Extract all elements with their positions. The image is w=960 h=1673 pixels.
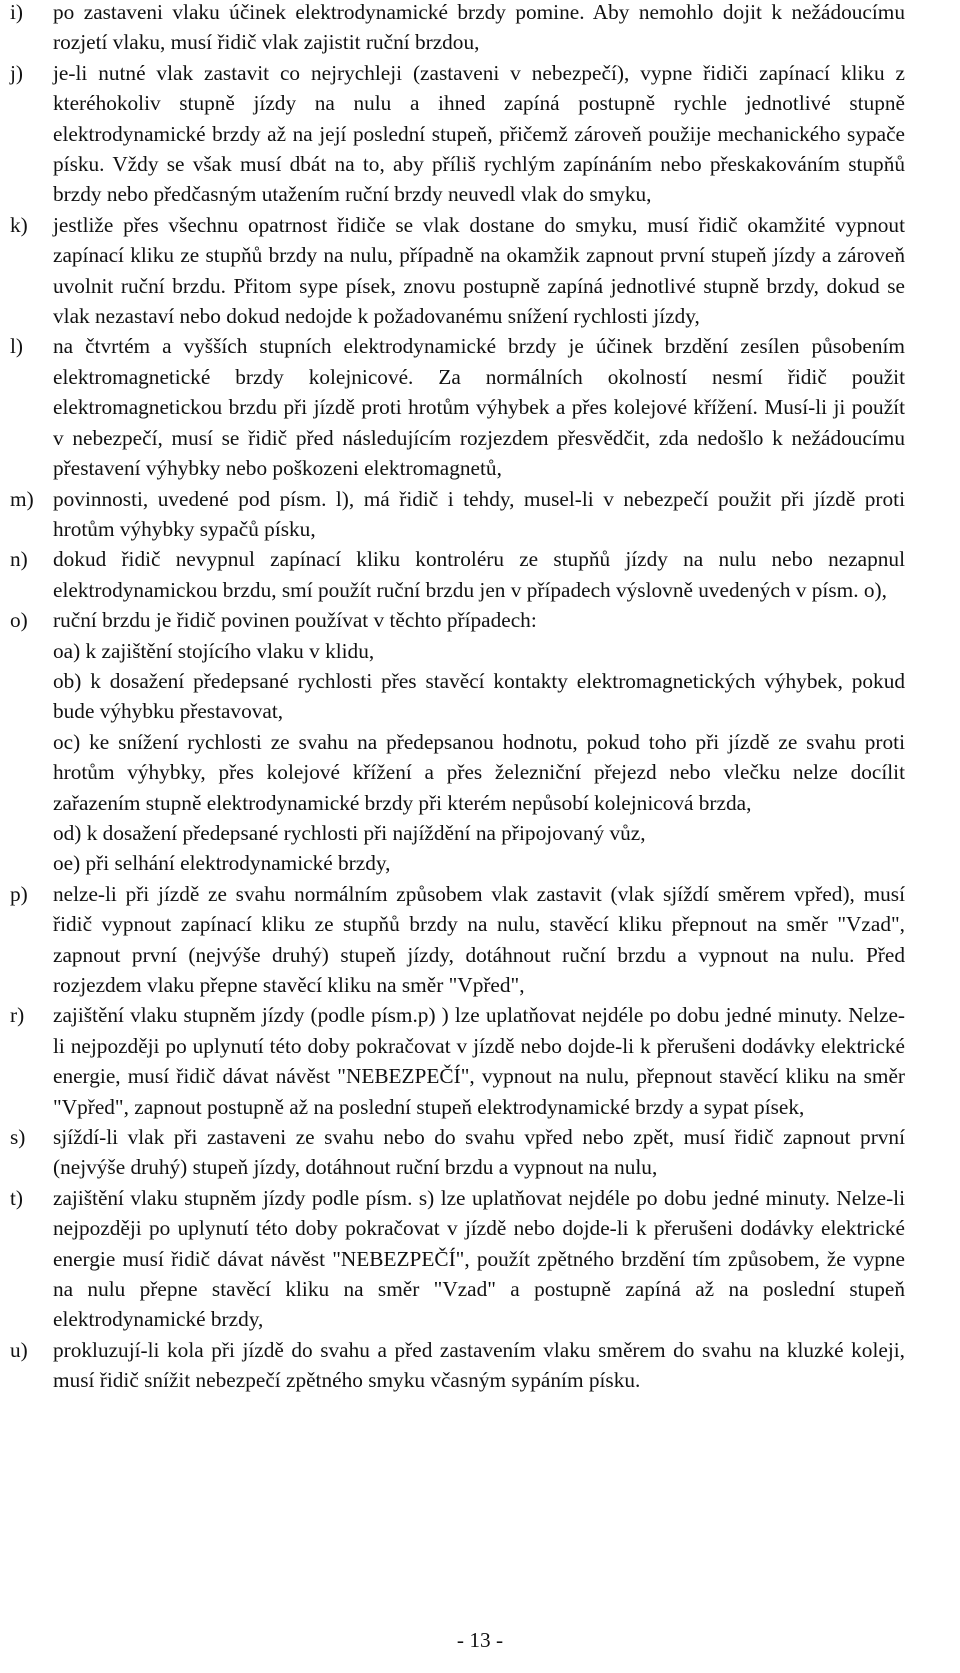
item-text: zajištění vlaku stupněm jízdy (podle písm.p) ) lze uplatňovat nejdéle po dobu jedné minuty. Nelze-li nejpozději po uplynutí této doby pokračovat v jízdě nebo dojde-li k přerušeni dodávky elektrické energie, musí řidič dávat návěst "NEBEZPEČÍ", vypnout na nulu, přepnout stavěcí kliku na směr "Vpřed", zapnout postupně až na poslední stupeň elektrodynamické brzdy a sypat písek,	[53, 1003, 905, 1119]
item-text: na čtvrtém a vyšších stupních elektrodynamické brzdy je účinek brzdění zesílen působením elektromagnetické brzdy kolejnicové. Za normálních okolností nesmí řidič použit elektromagnetickou brzdu při jízdě proti hrotům výhybek a přes kolejové křížení. Musí-li ji použít v nebezpečí, musí se řidič před následujícím rozjezdem přesvědčit, zda nedošlo k nežádoucímu přestavení výhybky nebo poškozeni elektromagnetů,	[53, 334, 905, 481]
item-text: jestliže přes všechnu opatrnost řidiče se vlak dostane do smyku, musí řidič okamžité vypnout zapínací kliku ze stupňů brzdy na nulu, případně na okamžik zapnout první stupeň jízdy a zároveň uvolnit ruční brzdu. Přitom sype písek, znovu postupně zapíná jednotlivé stupně brzdy, dokud se vlak nezastaví nebo dokud nedojde k požadovanému snížení rychlosti jízdy,	[53, 212, 905, 329]
item-text: je-li nutné vlak zastavit co nejrychleji (zastaveni v nebezpečí), vypne řidiči zapínací kliku z kteréhokoliv stupně jízdy na nulu a ihned zapíná postupně rychle jednotlivé stupně elektrodynamické brzdy až na její poslední stupeň, přičemž zároveň použije mechanického sypače písku. Vždy se však musí dbát na to, aby příliš rychlým zapínáním nebo přeskakováním stupňů brzdy nebo předčasným utažením ruční brzdy neuvedl vlak do smyku,	[53, 60, 905, 207]
item-text: ruční brzdu je řidič povinen používat v těchto případech:	[53, 608, 537, 633]
sub-list	[53, 636, 905, 879]
item-marker: j)	[10, 60, 24, 85]
item-marker: r)	[10, 1003, 25, 1028]
sub-item-od: od) k dosažení předepsané rychlosti při najíždění na připojovaný vůz,	[53, 820, 646, 845]
item-marker: l)	[10, 334, 24, 359]
sub-item-oe: oe) při selhání elektrodynamické brzdy,	[53, 851, 391, 876]
item-text: povinnosti, uvedené pod písm. l), má řidič i tehdy, musel-li v nebezpečí použit při jízdě proti hrotům výhybky sypačů písku,	[53, 486, 905, 541]
list-item-k	[10, 210, 905, 332]
item-marker: u)	[10, 1337, 28, 1362]
item-text: nelze-li při jízdě ze svahu normálním způsobem vlak zastavit (vlak sjíždí směrem vpřed), musí řidič vypnout zapínací kliku ze stupňů brzdy na nulu, stavěcí kliku přepnout na směr "Vzad", zapnout první (nejvýše druhý) stupeň jízdy, dotáhnout ruční brzdu a vypnout na nulu. Před rozjezdem vlaku přepne stavěcí kliku na směr "Vpřed",	[53, 881, 905, 997]
list-item-m	[10, 484, 905, 545]
list-item-j	[10, 58, 905, 210]
item-text: po zastaveni vlaku účinek elektrodynamické brzdy pomine. Aby nemohlo dojit k nežádoucímu rozjetí vlaku, musí řidič vlak zajistit ruční brzdou,	[53, 0, 905, 55]
item-text-block	[53, 605, 905, 879]
item-marker: n)	[10, 547, 28, 572]
page-number: - 13 -	[456, 1628, 504, 1652]
sub-item-ob: ob) k dosažení předepsané rychlosti přes stavěcí kontakty elektromagnetických výhybek, pokud bude výhybku přestavovat,	[53, 668, 905, 724]
list-item-t	[10, 1183, 905, 1335]
item-marker: s)	[10, 1125, 26, 1150]
sub-item-oc: oc) ke snížení rychlosti ze svahu na předepsanou hodnotu, pokud toho při jízdě ze svahu proti hrotům výhybky, přes kolejové křížení a přes železniční přejezd nebo vlečku nelze docílit zařazením stupně elektrodynamické brzdy při kterém nepůsobí kolejnicová brzda,	[53, 729, 905, 815]
sub-item-oa: oa) k zajištění stojícího vlaku v klidu,	[53, 638, 375, 663]
list-item-o	[10, 605, 905, 879]
item-marker: i)	[10, 0, 24, 24]
list-item-s	[10, 1122, 905, 1183]
item-marker: m)	[10, 486, 34, 511]
item-text: dokud řidič nevypnul zapínací kliku kontroléru ze stupňů jízdy na nulu nebo nezapnul elektrodynamickou brzdu, smí použít ruční brzdu jen v případech výslovně uvedených v písm. o),	[53, 547, 905, 602]
item-marker: k)	[10, 212, 28, 237]
list-item-u	[10, 1335, 905, 1396]
item-marker: t)	[10, 1185, 24, 1210]
item-text: prokluzují-li kola při jízdě do svahu a před zastavením vlaku směrem do svahu na kluzké koleji, musí řidič snížit nebezpečí zpětného smyku včasným sypáním písku.	[53, 1337, 905, 1393]
list-item-l	[10, 331, 905, 483]
item-text: zajištění vlaku stupněm jízdy podle písm. s) lze uplatňovat nejdéle po dobu jedné minuty. Nelze-li nejpozději po uplynutí této doby pokračovat v jízdě nebo dojde-li k přerušeni dodávky elektrické energie musí řidič dávat návěst "NEBEZPEČÍ", použít zpětného brzdění tím způsobem, že vypne na nulu přepne stavěcí kliku na směr "Vzad" a postupně zapíná až na poslední stupeň elektrodynamické brzdy,	[53, 1185, 905, 1332]
item-text: sjíždí-li vlak při zastaveni ze svahu nebo do svahu vpřed nebo zpět, musí řidič zapnout první (nejvýše druhý) stupeň jízdy, dotáhnout ruční brzdu a vypnout na nulu,	[53, 1125, 905, 1180]
document-page	[10, 0, 905, 1396]
list-item-n	[10, 544, 905, 605]
item-marker: o)	[10, 608, 28, 633]
item-marker: p)	[10, 881, 28, 906]
list-item-p	[10, 879, 905, 1001]
list-item-i	[10, 0, 905, 58]
list-item-r	[10, 1000, 905, 1122]
